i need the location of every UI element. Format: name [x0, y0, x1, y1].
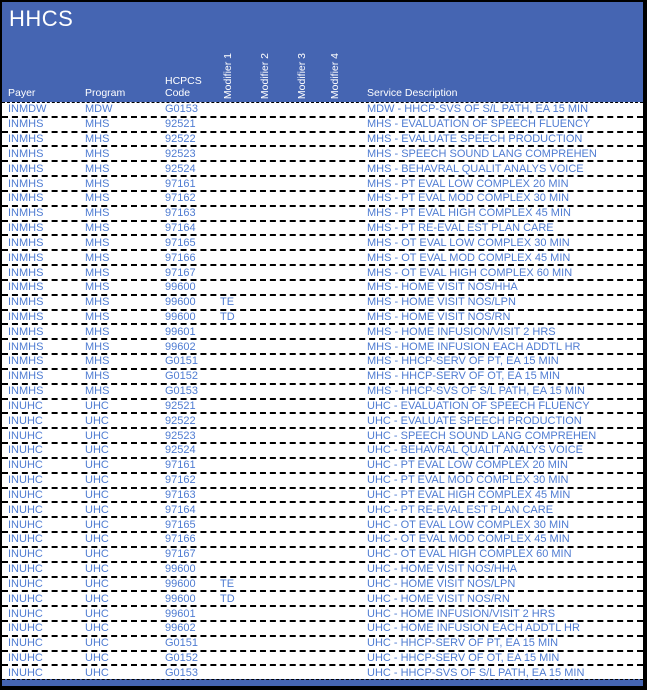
cell-service-description[interactable]: MHS - OT EVAL MOD COMPLEX 45 MIN	[367, 251, 571, 264]
cell-service-description[interactable]: UHC - HHCP-SVS OF S/L PATH, EA 15 MIN	[367, 666, 585, 679]
cell-program[interactable]: MHS	[85, 251, 110, 264]
cell-payer[interactable]: INMHS	[8, 236, 44, 249]
table-row	[2, 338, 643, 353]
cell-payer[interactable]: INMHS	[8, 340, 44, 353]
table-row	[2, 264, 643, 279]
cell-service-description[interactable]: UHC - EVALUATION OF SPEECH FLUENCY	[367, 399, 590, 412]
cell-hcpcs-code[interactable]: G0153	[165, 103, 199, 116]
table-row	[2, 102, 643, 116]
table-row	[2, 605, 643, 620]
column-header-modifier-3[interactable]: Modifier 3	[296, 52, 308, 99]
cell-program[interactable]: UHC	[85, 474, 109, 487]
cell-program[interactable]: MHS	[85, 385, 110, 398]
cell-program[interactable]: MHS	[85, 325, 110, 338]
table-row	[2, 620, 643, 635]
table-row	[2, 309, 643, 324]
cell-service-description[interactable]: UHC - BEHAVRAL QUALIT ANALYS VOICE	[367, 444, 583, 457]
cell-service-description[interactable]: UHC - HOME INFUSION EACH ADDTL HR	[367, 622, 580, 635]
cell-hcpcs-code[interactable]: 97167	[165, 266, 196, 279]
table-row	[2, 427, 643, 442]
table-row	[2, 576, 643, 591]
cell-service-description[interactable]: MHS - HHCP-SVS OF S/L PATH, EA 15 MIN	[367, 385, 586, 398]
column-header-modifier-1[interactable]: Modifier 1	[222, 52, 234, 99]
cell-service-description[interactable]: MHS - PT EVAL HIGH COMPLEX 45 MIN	[367, 207, 571, 220]
cell-payer[interactable]: INUHC	[8, 563, 43, 576]
table-row	[2, 220, 643, 235]
cell-payer[interactable]: INUHC	[8, 607, 43, 620]
cell-service-description[interactable]: UHC - PT RE-EVAL EST PLAN CARE	[367, 503, 554, 516]
cell-payer[interactable]: INMHS	[8, 251, 44, 264]
table-title: HHCS	[9, 6, 74, 31]
cell-payer[interactable]: INMHS	[8, 355, 44, 368]
cell-hcpcs-code[interactable]: 97164	[165, 503, 196, 516]
cell-program[interactable]: UHC	[85, 548, 109, 561]
cell-payer[interactable]: INUHC	[8, 414, 43, 427]
cell-payer[interactable]: INMHS	[8, 266, 44, 279]
cell-hcpcs-code[interactable]: 97163	[165, 207, 196, 220]
cell-program[interactable]: UHC	[85, 652, 109, 665]
cell-payer[interactable]: INUHC	[8, 518, 43, 531]
table-row	[2, 561, 643, 576]
cell-payer[interactable]: INUHC	[8, 577, 43, 590]
cell-service-description[interactable]: MHS - HOME VISIT NOS/RN	[367, 311, 511, 323]
cell-hcpcs-code[interactable]: 97167	[165, 548, 196, 561]
table-body	[2, 102, 643, 679]
table-row	[2, 412, 643, 427]
table-row	[2, 472, 643, 487]
cell-service-description[interactable]: UHC - EVALUATE SPEECH PRODUCTION	[367, 414, 582, 427]
table-row	[2, 175, 643, 190]
cell-payer[interactable]: INMHS	[8, 192, 44, 205]
table-row	[2, 383, 643, 398]
cell-payer[interactable]: INMHS	[8, 311, 44, 323]
cell-service-description[interactable]: MHS - OT EVAL HIGH COMPLEX 60 MIN	[367, 266, 573, 279]
cell-service-description[interactable]: UHC - PT EVAL MOD COMPLEX 30 MIN	[367, 474, 569, 487]
cell-payer[interactable]: INMHS	[8, 162, 44, 175]
cell-service-description[interactable]: MHS - BEHAVRAL QUALIT ANALYS VOICE	[367, 162, 584, 175]
cell-payer[interactable]: INUHC	[8, 592, 43, 605]
cell-hcpcs-code[interactable]: 92522	[165, 414, 196, 427]
cell-hcpcs-code[interactable]: G0153	[165, 385, 199, 398]
cell-program[interactable]: MHS	[85, 340, 110, 353]
cell-program[interactable]: UHC	[85, 503, 109, 516]
cell-service-description[interactable]: MHS - PT EVAL LOW COMPLEX 20 MIN	[367, 177, 569, 190]
cell-hcpcs-code[interactable]: G0151	[165, 355, 199, 368]
table-row	[2, 205, 643, 220]
cell-program[interactable]: MHS	[85, 236, 110, 249]
column-header-modifier-2[interactable]: Modifier 2	[259, 52, 271, 99]
cell-program[interactable]: UHC	[85, 637, 109, 650]
cell-service-description[interactable]: MHS - EVALUATE SPEECH PRODUCTION	[367, 133, 583, 146]
cell-program[interactable]: UHC	[85, 518, 109, 531]
cell-program[interactable]: MHS	[85, 296, 110, 309]
table-row	[2, 145, 643, 160]
cell-hcpcs-code[interactable]: 99600	[165, 311, 196, 323]
cell-program[interactable]: MHS	[85, 207, 110, 220]
table-row	[2, 249, 643, 264]
cell-program[interactable]: MHS	[85, 311, 110, 323]
cell-payer[interactable]: INMHS	[8, 370, 44, 383]
table-row	[2, 635, 643, 650]
table-row	[2, 457, 643, 472]
cell-program[interactable]: UHC	[85, 577, 109, 590]
table-row	[2, 353, 643, 368]
cell-service-description[interactable]: MHS - EVALUATION OF SPEECH FLUENCY	[367, 118, 591, 131]
table-row	[2, 368, 643, 383]
cell-hcpcs-code[interactable]: G0152	[165, 370, 199, 383]
table-row	[2, 323, 643, 338]
cell-hcpcs-code[interactable]: G0151	[165, 637, 199, 650]
cell-hcpcs-code[interactable]: 92523	[165, 147, 196, 160]
table-row	[2, 531, 643, 546]
cell-hcpcs-code[interactable]: 99601	[165, 607, 196, 620]
cell-payer[interactable]: INUHC	[8, 429, 43, 442]
cell-service-description[interactable]: UHC - SPEECH SOUND LANG COMPREHEN	[367, 429, 597, 442]
table-row	[2, 116, 643, 131]
cell-service-description[interactable]: UHC - HOME INFUSION/VISIT 2 HRS	[367, 607, 556, 620]
cell-hcpcs-code[interactable]: 92522	[165, 133, 196, 146]
cell-payer[interactable]: INUHC	[8, 474, 43, 487]
cell-payer[interactable]: INMHS	[8, 325, 44, 338]
cell-service-description[interactable]: MHS - PT RE-EVAL EST PLAN CARE	[367, 222, 554, 235]
cell-service-description[interactable]: UHC - HOME VISIT NOS/LPN	[367, 577, 516, 590]
cell-program[interactable]: MHS	[85, 266, 110, 279]
cell-payer[interactable]: INMHS	[8, 133, 44, 146]
cell-program[interactable]: UHC	[85, 607, 109, 620]
cell-payer[interactable]: INMHS	[8, 177, 44, 190]
cell-modifier-1[interactable]: TD	[220, 592, 235, 605]
cell-service-description[interactable]: MDW - HHCP-SVS OF S/L PATH, EA 15 MIN	[367, 103, 589, 116]
cell-payer[interactable]: INUHC	[8, 548, 43, 561]
cell-service-description[interactable]: UHC - OT EVAL HIGH COMPLEX 60 MIN	[367, 548, 572, 561]
cell-program[interactable]: UHC	[85, 459, 109, 472]
cell-hcpcs-code[interactable]: 97162	[165, 192, 196, 205]
cell-hcpcs-code[interactable]: 99600	[165, 281, 196, 294]
cell-program[interactable]: MHS	[85, 118, 110, 131]
column-header-modifier-4[interactable]: Modifier 4	[329, 52, 341, 99]
cell-hcpcs-code[interactable]: 97165	[165, 236, 196, 249]
cell-modifier-1[interactable]: TE	[220, 577, 235, 590]
table-row	[2, 279, 643, 294]
cell-payer[interactable]: INUHC	[8, 459, 43, 472]
cell-program[interactable]: MHS	[85, 355, 110, 368]
table-row	[2, 190, 643, 205]
cell-hcpcs-code[interactable]: 97166	[165, 251, 196, 264]
cell-payer[interactable]: INMHS	[8, 222, 44, 235]
cell-program[interactable]: UHC	[85, 533, 109, 546]
cell-service-description[interactable]: UHC - HOME VISIT NOS/HHA	[367, 563, 518, 576]
cell-payer[interactable]: INMHS	[8, 281, 44, 294]
cell-hcpcs-code[interactable]: 92521	[165, 399, 196, 412]
cell-service-description[interactable]: UHC - HHCP-SERV OF OT, EA 15 MIN	[367, 652, 560, 665]
cell-payer[interactable]: INMHS	[8, 118, 44, 131]
cell-service-description[interactable]: UHC - OT EVAL MOD COMPLEX 45 MIN	[367, 533, 570, 546]
cell-hcpcs-code[interactable]: 97162	[165, 474, 196, 487]
cell-program[interactable]: MHS	[85, 370, 110, 383]
cell-payer[interactable]: INUHC	[8, 652, 43, 665]
cell-program[interactable]: UHC	[85, 666, 109, 679]
cell-program[interactable]: UHC	[85, 414, 109, 427]
cell-program[interactable]: MHS	[85, 162, 110, 175]
cell-payer[interactable]: INUHC	[8, 622, 43, 635]
cell-program[interactable]: MHS	[85, 147, 110, 160]
table-row	[2, 131, 643, 146]
table-row	[2, 650, 643, 665]
cell-payer[interactable]: INMHS	[8, 385, 44, 398]
cell-hcpcs-code[interactable]: 97163	[165, 488, 196, 501]
cell-program[interactable]: UHC	[85, 622, 109, 635]
cell-modifier-1[interactable]: TE	[220, 296, 235, 309]
cell-hcpcs-code[interactable]: 97166	[165, 533, 196, 546]
table-row	[2, 516, 643, 531]
cell-hcpcs-code[interactable]: 99602	[165, 622, 196, 635]
cell-modifier-1[interactable]: TD	[220, 311, 235, 323]
cell-hcpcs-code[interactable]: 97161	[165, 459, 196, 472]
cell-service-description[interactable]: MHS - HOME INFUSION/VISIT 2 HRS	[367, 325, 556, 338]
cell-payer[interactable]: INUHC	[8, 444, 43, 457]
cell-service-description[interactable]: MHS - HOME INFUSION EACH ADDTL HR	[367, 340, 581, 353]
table-row	[2, 501, 643, 516]
cell-program[interactable]: MHS	[85, 281, 110, 294]
table-row	[2, 234, 643, 249]
table-row	[2, 294, 643, 309]
cell-service-description[interactable]: MHS - HHCP-SERV OF OT, EA 15 MIN	[367, 370, 560, 383]
table-row	[2, 398, 643, 413]
table-row	[2, 590, 643, 605]
column-header-payer[interactable]: Payer	[8, 87, 36, 99]
cell-payer[interactable]: INUHC	[8, 533, 43, 546]
cell-program[interactable]: UHC	[85, 429, 109, 442]
cell-program[interactable]: MHS	[85, 192, 110, 205]
cell-service-description[interactable]: UHC - HHCP-SERV OF PT, EA 15 MIN	[367, 637, 559, 650]
cell-program[interactable]: MHS	[85, 222, 110, 235]
table-row	[2, 546, 643, 561]
cell-service-description[interactable]: MHS - OT EVAL LOW COMPLEX 30 MIN	[367, 236, 570, 249]
cell-hcpcs-code[interactable]: 97165	[165, 518, 196, 531]
cell-hcpcs-code[interactable]: 97164	[165, 222, 196, 235]
cell-hcpcs-code[interactable]: 97161	[165, 177, 196, 190]
cell-program[interactable]: MHS	[85, 177, 110, 190]
cell-service-description[interactable]: MHS - SPEECH SOUND LANG COMPREHEN	[367, 147, 597, 160]
cell-hcpcs-code[interactable]: G0152	[165, 652, 199, 665]
cell-service-description[interactable]: UHC - HOME VISIT NOS/RN	[367, 592, 510, 605]
cell-service-description[interactable]: UHC - PT EVAL HIGH COMPLEX 45 MIN	[367, 488, 571, 501]
cell-service-description[interactable]: UHC - OT EVAL LOW COMPLEX 30 MIN	[367, 518, 570, 531]
cell-program[interactable]: UHC	[85, 444, 109, 457]
hhcs-table	[2, 2, 643, 686]
table-row	[2, 160, 643, 175]
cell-service-description[interactable]: MHS - HHCP-SERV OF PT, EA 15 MIN	[367, 355, 559, 368]
cell-program[interactable]: MHS	[85, 133, 110, 146]
cell-hcpcs-code[interactable]: G0153	[165, 666, 199, 679]
cell-hcpcs-code[interactable]: 92524	[165, 444, 196, 457]
cell-program[interactable]: UHC	[85, 592, 109, 605]
cell-payer[interactable]: INMDW	[8, 103, 47, 116]
cell-service-description[interactable]: MHS - PT EVAL MOD COMPLEX 30 MIN	[367, 192, 570, 205]
cell-hcpcs-code[interactable]: 99600	[165, 592, 196, 605]
cell-payer[interactable]: INUHC	[8, 488, 43, 501]
cell-service-description[interactable]: UHC - PT EVAL LOW COMPLEX 20 MIN	[367, 459, 568, 472]
cell-payer[interactable]: INMHS	[8, 296, 44, 309]
cell-hcpcs-code[interactable]: 92524	[165, 162, 196, 175]
column-header-service-description[interactable]: Service Description	[367, 87, 458, 99]
cell-hcpcs-code[interactable]: 92523	[165, 429, 196, 442]
cell-service-description[interactable]: MHS - HOME VISIT NOS/HHA	[367, 281, 518, 294]
cell-program[interactable]: UHC	[85, 488, 109, 501]
cell-program[interactable]: UHC	[85, 399, 109, 412]
table-row	[2, 487, 643, 502]
next-section-header-strip	[2, 679, 643, 686]
cell-hcpcs-code[interactable]: 99602	[165, 340, 196, 353]
cell-payer[interactable]: INMHS	[8, 207, 44, 220]
cell-payer[interactable]: INUHC	[8, 399, 43, 412]
column-header-program[interactable]: Program	[85, 87, 126, 99]
cell-program[interactable]: UHC	[85, 563, 109, 576]
column-header-hcpcs-code[interactable]: HCPCS Code	[165, 75, 202, 99]
cell-payer[interactable]: INUHC	[8, 637, 43, 650]
cell-hcpcs-code[interactable]: 92521	[165, 118, 196, 131]
cell-hcpcs-code[interactable]: 99600	[165, 577, 196, 590]
cell-payer[interactable]: INUHC	[8, 666, 43, 679]
cell-hcpcs-code[interactable]: 99601	[165, 325, 196, 338]
cell-service-description[interactable]: MHS - HOME VISIT NOS/LPN	[367, 296, 516, 309]
cell-hcpcs-code[interactable]: 99600	[165, 296, 196, 309]
table-header	[2, 2, 643, 102]
column-header-row	[2, 2, 643, 102]
cell-program[interactable]: MDW	[85, 103, 113, 116]
cell-payer[interactable]: INUHC	[8, 503, 43, 516]
cell-payer[interactable]: INMHS	[8, 147, 44, 160]
cell-hcpcs-code[interactable]: 99600	[165, 563, 196, 576]
table-row	[2, 664, 643, 679]
table-row	[2, 442, 643, 457]
